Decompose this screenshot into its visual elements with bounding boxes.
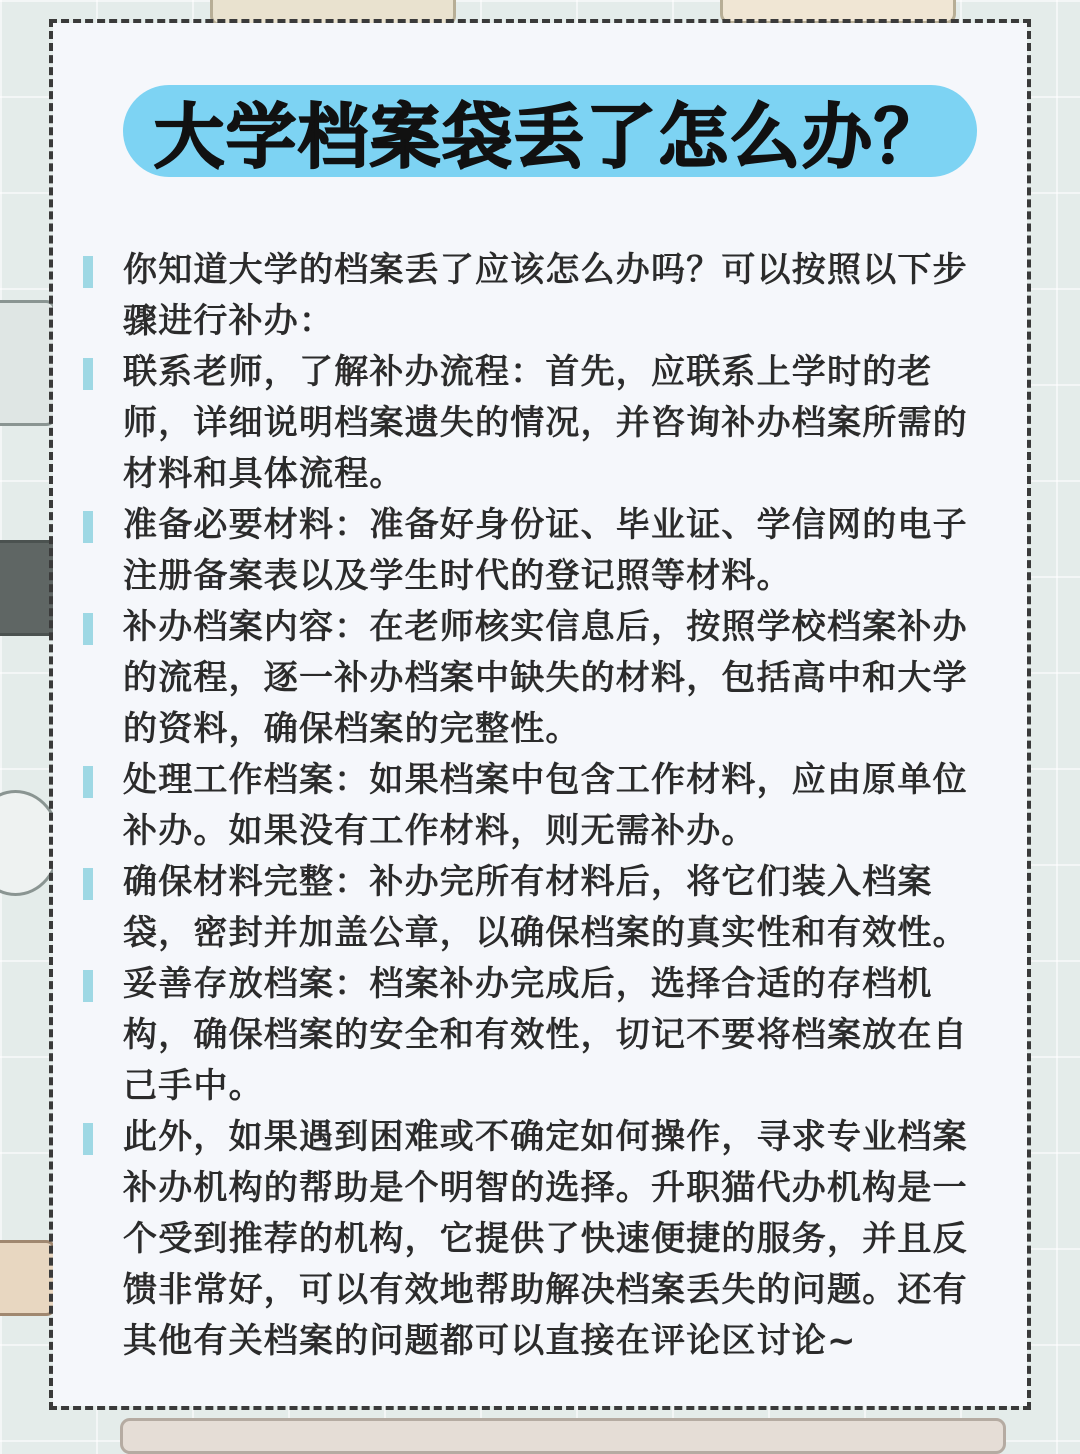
graduation-cap-icon bbox=[0, 540, 61, 636]
paragraph-ensure-complete bbox=[73, 857, 993, 959]
paragraph-text: 此外，如果遇到困难或不确定如何操作，寻求专业档案补办机构的帮助是个明智的选择。升职猫代办机构是一个受到推荐的机构，它提供了快速便捷的服务，并且反馈非常好，可以有效地帮助解决档案丢失的问题。还有其他有关档案的问题都可以直接在评论区讨论~ bbox=[123, 1117, 968, 1361]
bullet-bar bbox=[83, 256, 93, 288]
page-title: 大学档案袋丢了怎么办？ bbox=[154, 95, 946, 178]
paragraph-text: 处理工作档案：如果档案中包含工作材料，应由原单位补办。如果没有工作材料，则无需补办。 bbox=[123, 760, 968, 851]
book-icon bbox=[0, 1240, 56, 1316]
paragraph-reissue-content bbox=[73, 602, 993, 755]
paragraph-store-archive bbox=[73, 959, 993, 1112]
paragraph-text: 联系老师，了解补办流程：首先，应联系上学时的老师，详细说明档案遗失的情况，并咨询补办档案所需的材料和具体流程。 bbox=[123, 352, 968, 494]
bullet-bar bbox=[83, 766, 93, 798]
paragraph-text: 你知道大学的档案丢了应该怎么办吗？可以按照以下步骤进行补办： bbox=[123, 250, 968, 341]
paper-sheet-icon bbox=[120, 1418, 1006, 1454]
paragraph-text: 准备必要材料：准备好身份证、毕业证、学信网的电子注册备案表以及学生时代的登记照等材料。 bbox=[123, 505, 968, 596]
paper-sheet-icon bbox=[720, 0, 956, 24]
paragraph-intro bbox=[73, 245, 993, 347]
pencil-cup-icon bbox=[0, 300, 56, 426]
alarm-clock-icon bbox=[0, 790, 61, 896]
paragraph-contact-teacher bbox=[73, 347, 993, 500]
bullet-bar bbox=[83, 970, 93, 1002]
bullet-bar bbox=[83, 511, 93, 543]
paragraph-additional bbox=[73, 1112, 993, 1367]
paragraph-work-archive bbox=[73, 755, 993, 857]
paragraph-text: 妥善存放档案：档案补办完成后，选择合适的存档机构，确保档案的安全和有效性，切记不要将档案放在自己手中。 bbox=[123, 964, 968, 1106]
paragraph-prepare-materials bbox=[73, 500, 993, 602]
bullet-bar bbox=[83, 1123, 93, 1155]
bullet-bar bbox=[83, 358, 93, 390]
title-highlight bbox=[123, 85, 977, 177]
paragraph-text: 补办档案内容：在老师核实信息后，按照学校档案补办的流程，逐一补办档案中缺失的材料，包括高中和大学的资料，确保档案的完整性。 bbox=[123, 607, 968, 749]
note-card bbox=[53, 23, 1027, 1406]
content-body bbox=[73, 245, 993, 1367]
bullet-bar bbox=[83, 868, 93, 900]
bullet-bar bbox=[83, 613, 93, 645]
paragraph-text: 确保材料完整：补办完所有材料后，将它们装入档案袋，密封并加盖公章，以确保档案的真实性和有效性。 bbox=[123, 862, 968, 953]
